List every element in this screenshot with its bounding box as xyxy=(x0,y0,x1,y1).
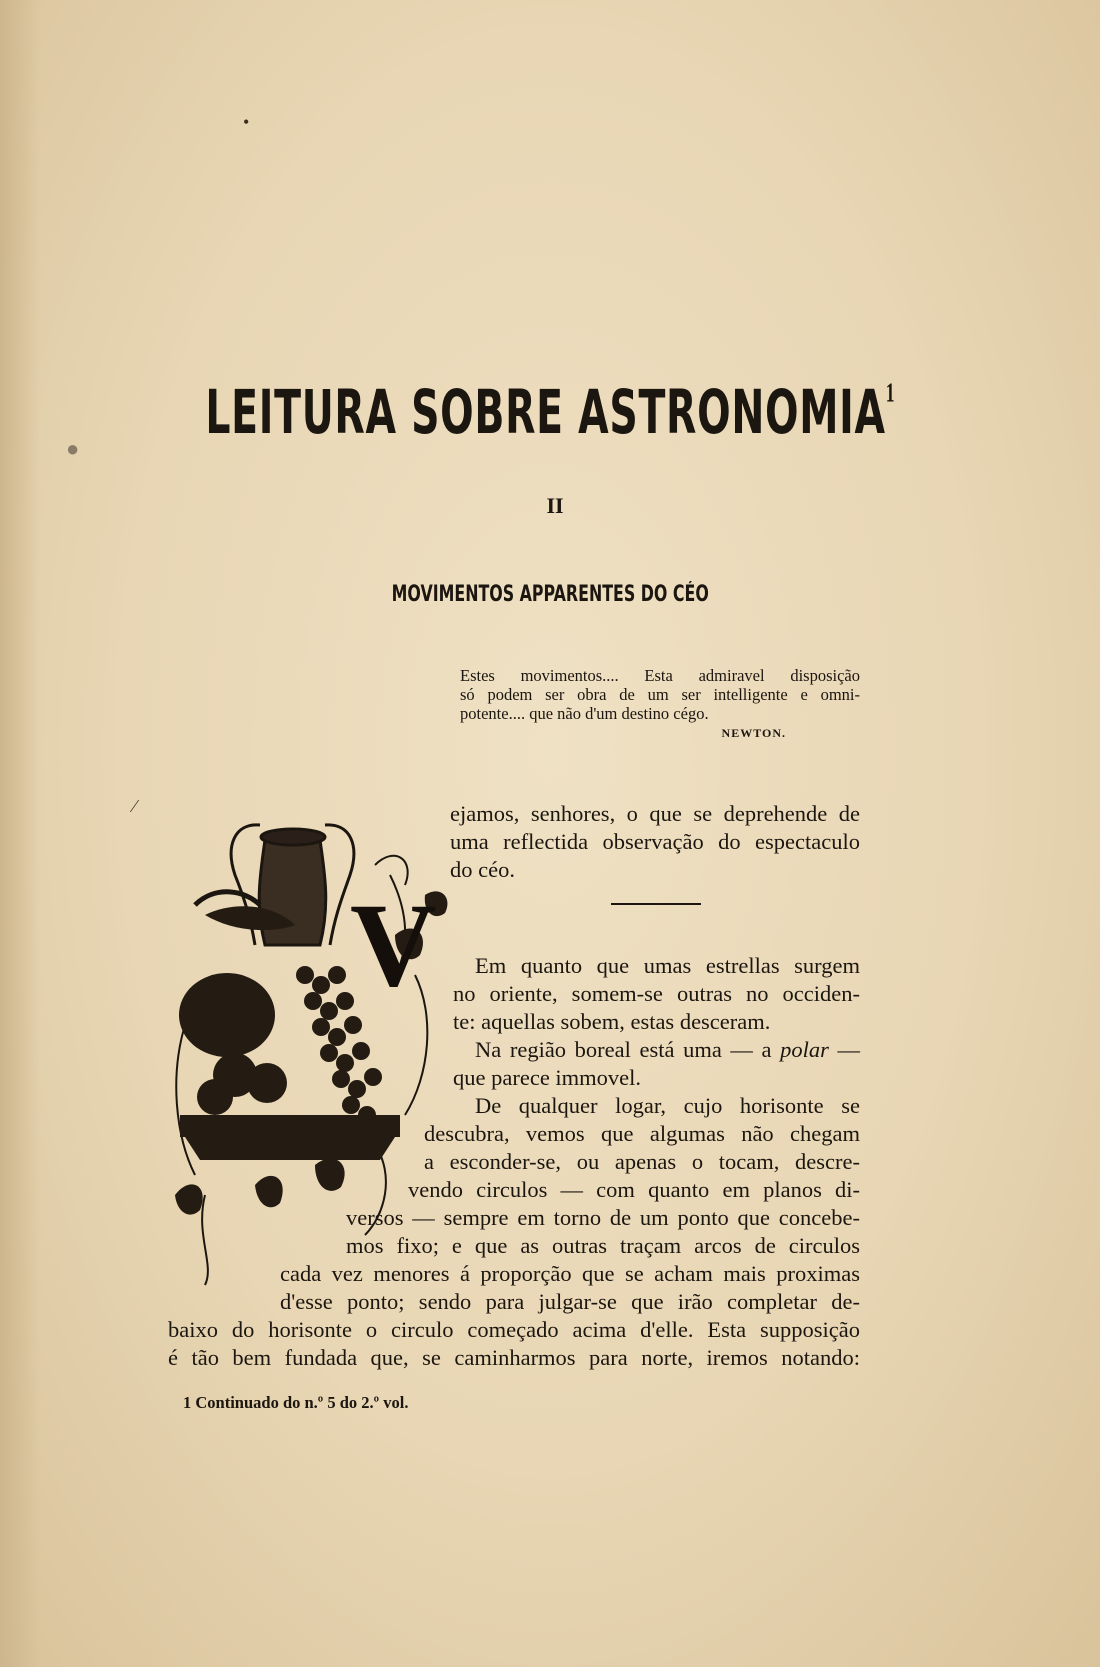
body-line: versos — sempre em torno de um ponto que concebe- xyxy=(346,1205,860,1230)
title-footnote-marker: 1 xyxy=(885,377,895,408)
body-line: que parece immovel. xyxy=(453,1065,642,1090)
article-title-text: LEITURA SOBRE ASTRONOMIA xyxy=(205,376,886,448)
body-line: cada vez menores á proporção que se acham mais proximas xyxy=(280,1261,860,1286)
body-line: mos fixo; e que as outras traçam arcos de circulos xyxy=(346,1233,860,1258)
body-line: Em quanto que umas estrellas surgem xyxy=(475,953,860,978)
article-title xyxy=(0,378,1100,446)
body-line: do céo. xyxy=(450,857,515,882)
epigraph-line: só podem ser obra de um ser intelligente e omni- xyxy=(460,685,860,704)
footnote: 1 Continuado do n.º 5 do 2.º vol. xyxy=(183,1393,409,1412)
section-rule xyxy=(611,903,701,905)
paper-edge-shadow xyxy=(0,0,40,1667)
body-line: descubra, vemos que algumas não chegam xyxy=(424,1121,860,1146)
italic-word: polar xyxy=(780,1037,829,1062)
body-line: De qualquer logar, cujo horisonte se xyxy=(475,1093,860,1118)
body-line: vendo circulos — com quanto em planos di- xyxy=(408,1177,860,1202)
body-line: no oriente, somem-se outras no occiden- xyxy=(453,981,860,1006)
section-subtitle xyxy=(0,582,1100,607)
epigraph xyxy=(460,666,860,743)
body-line: ejamos, senhores, o que se deprehende de xyxy=(450,801,860,826)
body-line: te: aquellas sobem, estas desceram. xyxy=(453,1009,771,1034)
epigraph-line: potente.... que não d'um destino cégo. xyxy=(460,704,709,723)
epigraph-author: NEWTON. xyxy=(721,726,786,740)
drop-cap-letter: V xyxy=(350,878,437,1011)
body-line: uma reflectida observação do espectaculo xyxy=(450,829,860,854)
body-line: a esconder-se, ou apenas o tocam, descre- xyxy=(424,1149,860,1174)
body-line: Na região boreal está uma — a polar — xyxy=(475,1037,861,1062)
epigraph-line: Estes movimentos.... Esta admiravel disposição xyxy=(460,666,860,685)
ink-speck: • xyxy=(243,112,250,132)
section-subtitle-text: MOVIMENTOS APPARENTES DO CÉO xyxy=(391,582,709,607)
ink-speck: ⁄ xyxy=(133,796,137,816)
body-line: baixo do horisonte o circulo começado acima d'elle. Esta supposição xyxy=(168,1317,860,1342)
body-line: d'esse ponto; sendo para julgar-se que irão completar de- xyxy=(280,1289,860,1314)
ink-speck: ● xyxy=(66,436,80,461)
part-number: II xyxy=(546,493,564,518)
body-line: é tão bem fundada que, se caminharmos para norte, iremos notando: xyxy=(168,1345,860,1370)
